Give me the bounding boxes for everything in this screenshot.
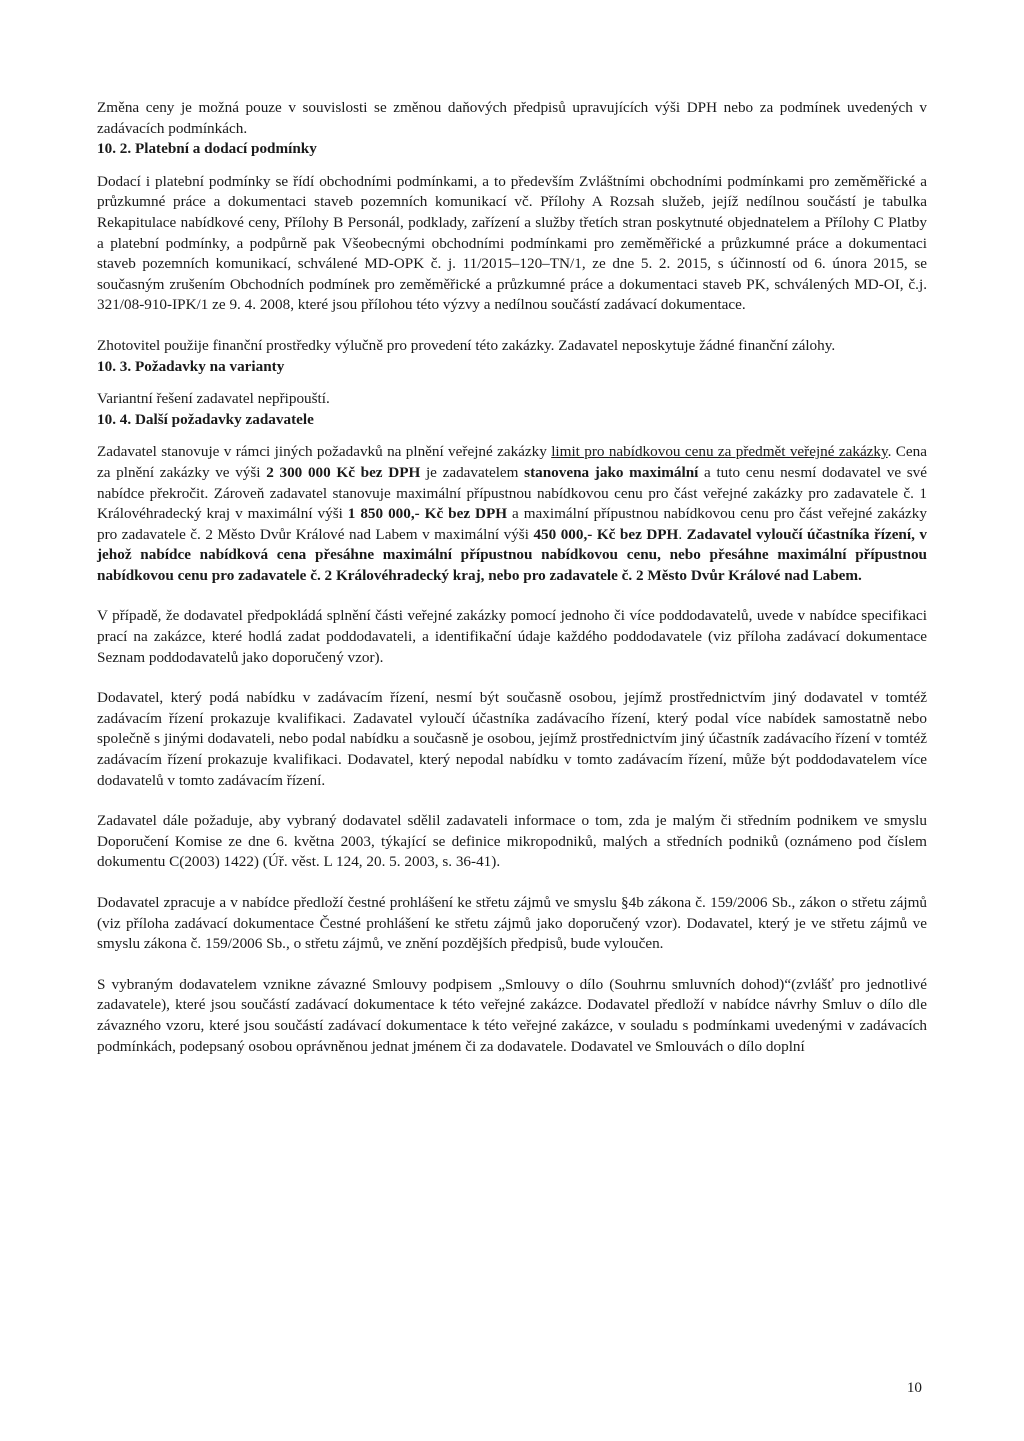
contract-paragraph: S vybraným dodavatelem vznikne závazné Smlouvy podpisem „Smlouvy o dílo (Souhrnu smluvních dohod)“(zvlášť pro jednotlivé zadavatele), které jsou součástí zadávací dokumentace k této veřejné zakázce. Dodavatel předloží v nabídce návrhy Smluv o dílo dle závazného vzoru, které jsou součástí zadávací dokumentace k této veřejné zakázce, v souladu s podmínkami uvedenými v zadávacích podmínkách, podepsaný osobou oprávněnou jednat jménem či za dodavatele. Dodavatel ve Smlouvách o dílo doplní: [97, 975, 927, 1055]
section-heading-10-2: 10. 2. Platební a dodací podmínky: [97, 140, 317, 158]
exclusion-bold: Zadavatel vyloučí účastníka řízení, v jehož nabídce nabídková cena přesáhne maximální přípustnou nabídkovou cenu, nebo přesáhne maximální přípustnou nabídkovou cenu pro zadavatele č. 2 Královéhradecký kraj, nebo pro zadavatele č. 2 Město Dvůr Králové nad Labem.: [97, 525, 927, 584]
section-heading-10-4: 10. 4. Další požadavky zadavatele: [97, 410, 314, 428]
qualification-paragraph: Dodavatel, který podá nabídku v zadávacím řízení, nesmí být současně osobou, jejímž prostřednictvím jiný dodavatel v tomtéž zadávacím řízení prokazuje kvalifikaci. Zadavatel vyloučí účastníka zadávacího řízení, který podal více nabídek samostatně nebo společně s jinými dodavateli, nebo podal nabídku a současně je osobou, jejímž prostřednictvím jiný účastník zadávacího řízení v tomtéž zadávacím řízení prokazuje kvalifikaci. Dodavatel, který nepodal nabídku v tomto zadávacím řízení, může být poddodavatelem více dodavatelů v tomto zadávacím řízení.: [97, 689, 927, 789]
total-price-bold: 2 300 000 Kč bez DPH: [266, 463, 421, 481]
price-limit-text-6: .: [678, 525, 687, 543]
sme-paragraph: Zadavatel dále požaduje, aby vybraný dodavatel sdělil zadavateli informace o tom, zda je malým či středním podnikem ve smyslu Doporučení Komise ze dne 6. května 2003, týkající se definice mikropodniků, malých a středních podniků (oznámeno pod číslem dokumentu C(2003) 1422) (Úř. věst. L 124, 20. 5. 2003, s. 36-41).: [97, 812, 927, 871]
price-limit-text-3: je zadavatelem: [420, 463, 525, 481]
section-heading-10-3: 10. 3. Požadavky na varianty: [97, 357, 285, 375]
price-limit-text-5: a maximální přípustnou nabídkovou cenu pro část veřejné zakázky pro zadavatele č. 2 Město Dvůr Králové nad Labem v maximální výši: [97, 505, 927, 543]
price-limit-underlined: limit pro nabídkovou cenu za předmět veřejné zakázky: [551, 443, 888, 461]
financing-paragraph: Zhotovitel použije finanční prostředky výlučně pro provedení této zakázky. Zadavatel neposkytuje žádné finanční zálohy.: [97, 336, 836, 354]
payment-conditions-paragraph: Dodací i platební podmínky se řídí obchodními podmínkami, a to především Zvláštními obchodními podmínkami pro zeměměřické a průzkumné práce a dokumentaci staveb pozemních komunikací vč. Přílohy A Rozsah služeb, jejíž nedílnou součástí je tabulka Rekapitulace nabídkové ceny, Přílohy B Personál, podklady, zařízení a služby třetích stran poskytnuté objednatelem a Přílohy C Platby a platební podmínky, a podpůrně pak Všeobecnými obchodními podmínkami pro zeměměřické a průzkumné práce a dokumentaci staveb pozemních komunikací, schválené MD-OPK č. j. 11/2015–120–TN/1, ze dne 5. 2. 2015, s účinností od 6. února 2015, se současným zrušením Obchodních podmínek pro zeměměřické a průzkumné práce a dokumentaci staveb PK, schválených MD-OI, č.j. 321/08-910-IPK/1 ze 9. 4. 2008, které jsou přílohou této výzvy a nedílnou součástí zadávací dokumentace.: [97, 172, 927, 314]
town-price-bold: 450 000,- Kč bez DPH: [533, 525, 679, 543]
price-limit-paragraph: [97, 442, 927, 586]
conflict-of-interest-paragraph: Dodavatel zpracuje a v nabídce předloží čestné prohlášení ke střetu zájmů ve smyslu §4b zákona č. 159/2006 Sb., zákon o střetu zájmů (viz příloha zadávací dokumentace Čestné prohlášení ke střetu zájmů jako doporučený vzor). Dodavatel, který je ve střetu zájmů ve smyslu zákona č. 159/2006 Sb., o střetu zájmů, ve znění pozdějších předpisů, bude vyloučen.: [97, 894, 927, 953]
region-price-bold: 1 850 000,- Kč bez DPH: [347, 505, 508, 523]
page-number: 10: [906, 1379, 922, 1396]
price-limit-text-2: . Cena za plnění zakázky ve výši: [97, 443, 927, 481]
document-page: [97, 98, 927, 1057]
price-limit-text-1: Zadavatel stanovuje v rámci jiných požadavků na plnění veřejné zakázky: [97, 443, 552, 461]
price-change-paragraph: Změna ceny je možná pouze v souvislosti se změnou daňových předpisů upravujících výši DPH nebo za podmínek uvedených v zadávacích podmínkách.: [97, 99, 927, 137]
subcontractors-paragraph: V případě, že dodavatel předpokládá splnění části veřejné zakázky pomocí jednoho či více poddodavatelů, uvede v nabídce specifikaci prací na zakázce, které hodlá zadat poddodavateli, a identifikační údaje každého poddodavatele (viz příloha zadávací dokumentace Seznam poddodavatelů jako doporučený vzor).: [97, 607, 927, 666]
variants-paragraph: Variantní řešení zadavatel nepřipouští.: [97, 390, 330, 408]
price-limit-text-4: a tuto cenu nesmí dodavatel ve své nabídce překročit. Zároveň zadavatel stanovuje maximální přípustnou nabídkovou cenu pro část veřejné zakázky pro zadavatele č. 1 Královéhradecký kraj v maximální výši: [97, 463, 927, 523]
maximum-bold: stanovena jako maximální: [524, 463, 699, 481]
